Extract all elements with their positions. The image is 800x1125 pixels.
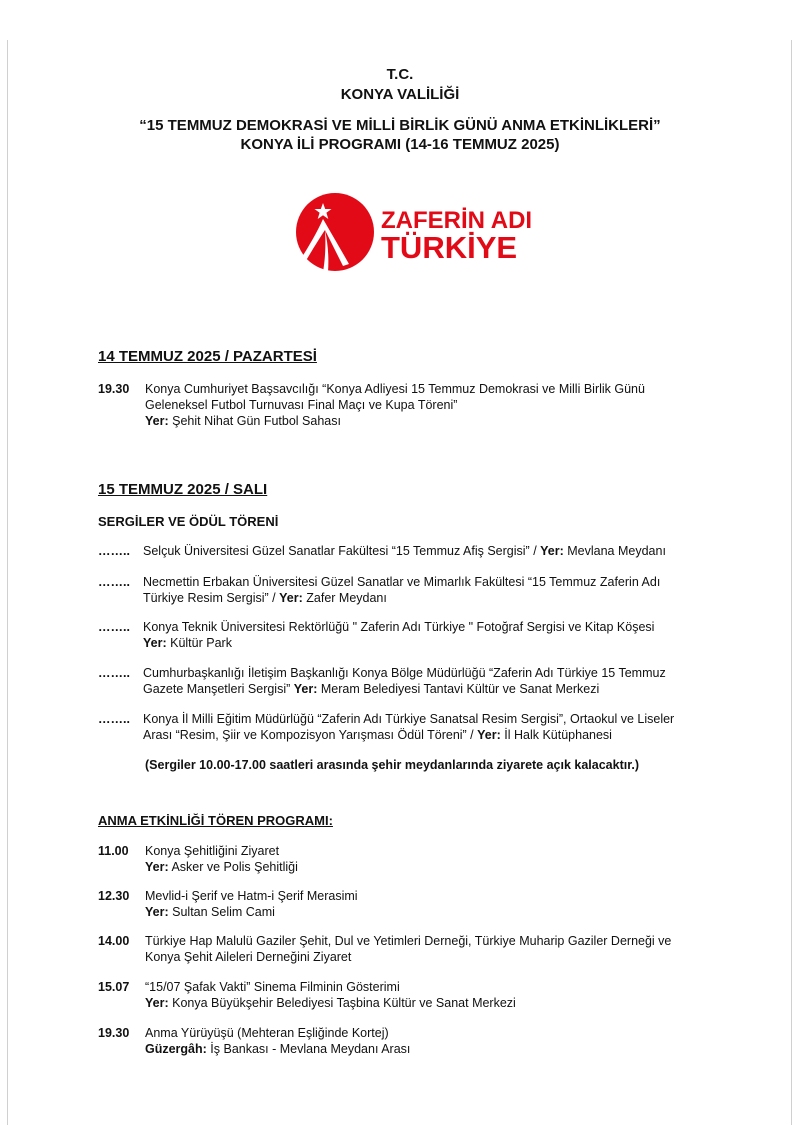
- logo-graphic: [295, 192, 535, 274]
- location-label: Yer:: [279, 591, 303, 605]
- event-text: Konya Cumhuriyet Başsavcılığı “Konya Adliyesi 15 Temmuz Demokrasi ve Milli Birlik Günü: [145, 382, 645, 396]
- location-value: Sultan Selim Cami: [172, 905, 275, 919]
- exhibit-text: [143, 543, 748, 559]
- location-label: Yer:: [145, 996, 169, 1010]
- exhibit-text-2: [143, 727, 748, 743]
- event-time: 19.30: [98, 382, 130, 396]
- route-label: Güzergâh:: [145, 1042, 207, 1056]
- location-value: Meram Belediyesi Tantavi Kültür ve Sanat Merkezi: [317, 682, 600, 696]
- ceremony-heading: ANMA ETKİNLİĞİ TÖREN PROGRAMI:: [98, 813, 333, 828]
- exhibit-text-2: [143, 590, 748, 606]
- ceremony-text-2: Konya Şehit Aileleri Derneğini Ziyaret: [145, 950, 352, 964]
- exhibitions-subheading: SERGİLER VE ÖDÜL TÖRENİ: [98, 514, 279, 529]
- ceremony-location: [145, 904, 748, 920]
- location-value: Mevlana Meydanı: [563, 544, 666, 558]
- exhibit-item: [98, 619, 748, 651]
- location-label: Yer:: [145, 905, 169, 919]
- ceremony-time: 15.07: [98, 980, 130, 994]
- exhibit-text: Konya İl Milli Eğitim Müdürlüğü “Zaferin Adı Türkiye Sanatsal Resim Sergisi”, Ortaokul ve Liseler: [143, 712, 675, 726]
- header-event-title: “15 TEMMUZ DEMOKRASİ VE MİLLİ BİRLİK GÜNÜ ANMA ETKİNLİKLERİ”: [139, 117, 661, 134]
- exhibit-text: Necmettin Erbakan Üniversitesi Güzel Sanatlar ve Mimarlık Fakültesi “15 Temmuz Zaferin Adı: [143, 575, 661, 589]
- exhibit-item: [98, 665, 748, 697]
- header-governorship: KONYA VALİLİĞİ: [340, 86, 460, 103]
- exhibit-text: Konya Teknik Üniversitesi Rektörlüğü " Zaferin Adı Türkiye " Fotoğraf Sergisi ve Kitap Köşesi: [143, 620, 655, 634]
- exhibit-desc: Selçuk Üniversitesi Güzel Sanatlar Fakültesi “15 Temmuz Afiş Sergisi” /: [143, 544, 541, 558]
- ceremony-time: 19.30: [98, 1026, 130, 1040]
- logo-text-line1: ZAFERİN ADI: [381, 207, 533, 234]
- location-label: Yer:: [145, 860, 169, 874]
- location-value: Asker ve Polis Şehitliği: [171, 860, 298, 874]
- exhibit-time: ……..: [98, 712, 130, 726]
- exhibit-item: [98, 574, 748, 606]
- ceremony-item: [98, 979, 748, 1011]
- exhibition-hours-note: (Sergiler 10.00-17.00 saatleri arasında şehir meydanlarında ziyarete açık kalacaktır.): [145, 758, 640, 772]
- exhibit-time: ……..: [98, 544, 130, 558]
- ceremony-text: Anma Yürüyüşü (Mehteran Eşliğinde Kortej): [145, 1026, 389, 1040]
- exhibit-desc: Gazete Manşetleri Sergisi”: [143, 682, 294, 696]
- ceremony-time: 14.00: [98, 934, 130, 948]
- ceremony-text: Türkiye Hap Malulü Gaziler Şehit, Dul ve Yetimleri Derneği, Türkiye Muharip Gaziler Derneği ve: [145, 934, 672, 948]
- ceremony-item: [98, 888, 748, 920]
- exhibit-desc: Türkiye Resim Sergisi” /: [143, 591, 280, 605]
- ceremony-location: [145, 859, 748, 875]
- ceremony-text: Konya Şehitliğini Ziyaret: [145, 844, 280, 858]
- header-program-title: KONYA İLİ PROGRAMI (14-16 TEMMUZ 2025): [240, 136, 560, 153]
- ceremony-item: [98, 1025, 748, 1057]
- exhibit-time: ……..: [98, 620, 130, 634]
- exhibit-text-2: [143, 635, 748, 651]
- ceremony-text: Mevlid-i Şerif ve Hatm-i Şerif Merasimi: [145, 889, 358, 903]
- ceremony-time: 12.30: [98, 889, 130, 903]
- page-edge-left: [7, 40, 8, 1125]
- route-value: İş Bankası - Mevlana Meydanı Arası: [210, 1042, 411, 1056]
- ceremony-location: [145, 995, 748, 1011]
- location-label: Yer:: [477, 728, 501, 742]
- ceremony-text: “15/07 Şafak Vakti” Sinema Filminin Gösterimi: [145, 980, 400, 994]
- page-edge-right: [791, 40, 792, 1125]
- ceremony-item: [98, 933, 748, 965]
- day1-heading: 14 TEMMUZ 2025 / PAZARTESİ: [98, 348, 317, 365]
- event-location: [145, 413, 748, 429]
- zaferin-adi-turkiye-logo: [295, 192, 535, 274]
- location-label: Yer:: [540, 544, 564, 558]
- location-value: Konya Büyükşehir Belediyesi Taşbina Kültür ve Sanat Merkezi: [172, 996, 516, 1010]
- ceremony-time: 11.00: [98, 844, 129, 858]
- location-value: Şehit Nihat Gün Futbol Sahası: [172, 414, 341, 428]
- logo-text-line2: TÜRKİYE: [381, 230, 518, 265]
- day1-event: [98, 381, 748, 429]
- exhibit-time: ……..: [98, 575, 130, 589]
- exhibit-desc: Arası “Resim, Şiir ve Kompozisyon Yarışması Ödül Töreni” /: [143, 728, 478, 742]
- event-text-2: Geleneksel Futbol Turnuvası Final Maçı ve Kupa Töreni”: [145, 398, 458, 412]
- ceremony-item: [98, 843, 748, 875]
- exhibit-time: ……..: [98, 666, 130, 680]
- location-label: Yer:: [143, 636, 167, 650]
- location-value: İl Halk Kütüphanesi: [500, 728, 612, 742]
- exhibit-text-2: [143, 681, 748, 697]
- exhibit-text: Cumhurbaşkanlığı İletişim Başkanlığı Konya Bölge Müdürlüğü “Zaferin Adı Türkiye 15 Temmuz: [143, 666, 666, 680]
- exhibit-item: [98, 711, 748, 743]
- day2-heading: 15 TEMMUZ 2025 / SALI: [98, 481, 268, 498]
- location-label: Yer:: [293, 682, 318, 696]
- location-label: Yer:: [145, 414, 169, 428]
- exhibit-item: [98, 543, 748, 559]
- ceremony-route: [145, 1041, 748, 1057]
- location-value: Zafer Meydanı: [302, 591, 387, 605]
- header-tc: T.C.: [386, 66, 414, 83]
- location-value: Kültür Park: [166, 636, 232, 650]
